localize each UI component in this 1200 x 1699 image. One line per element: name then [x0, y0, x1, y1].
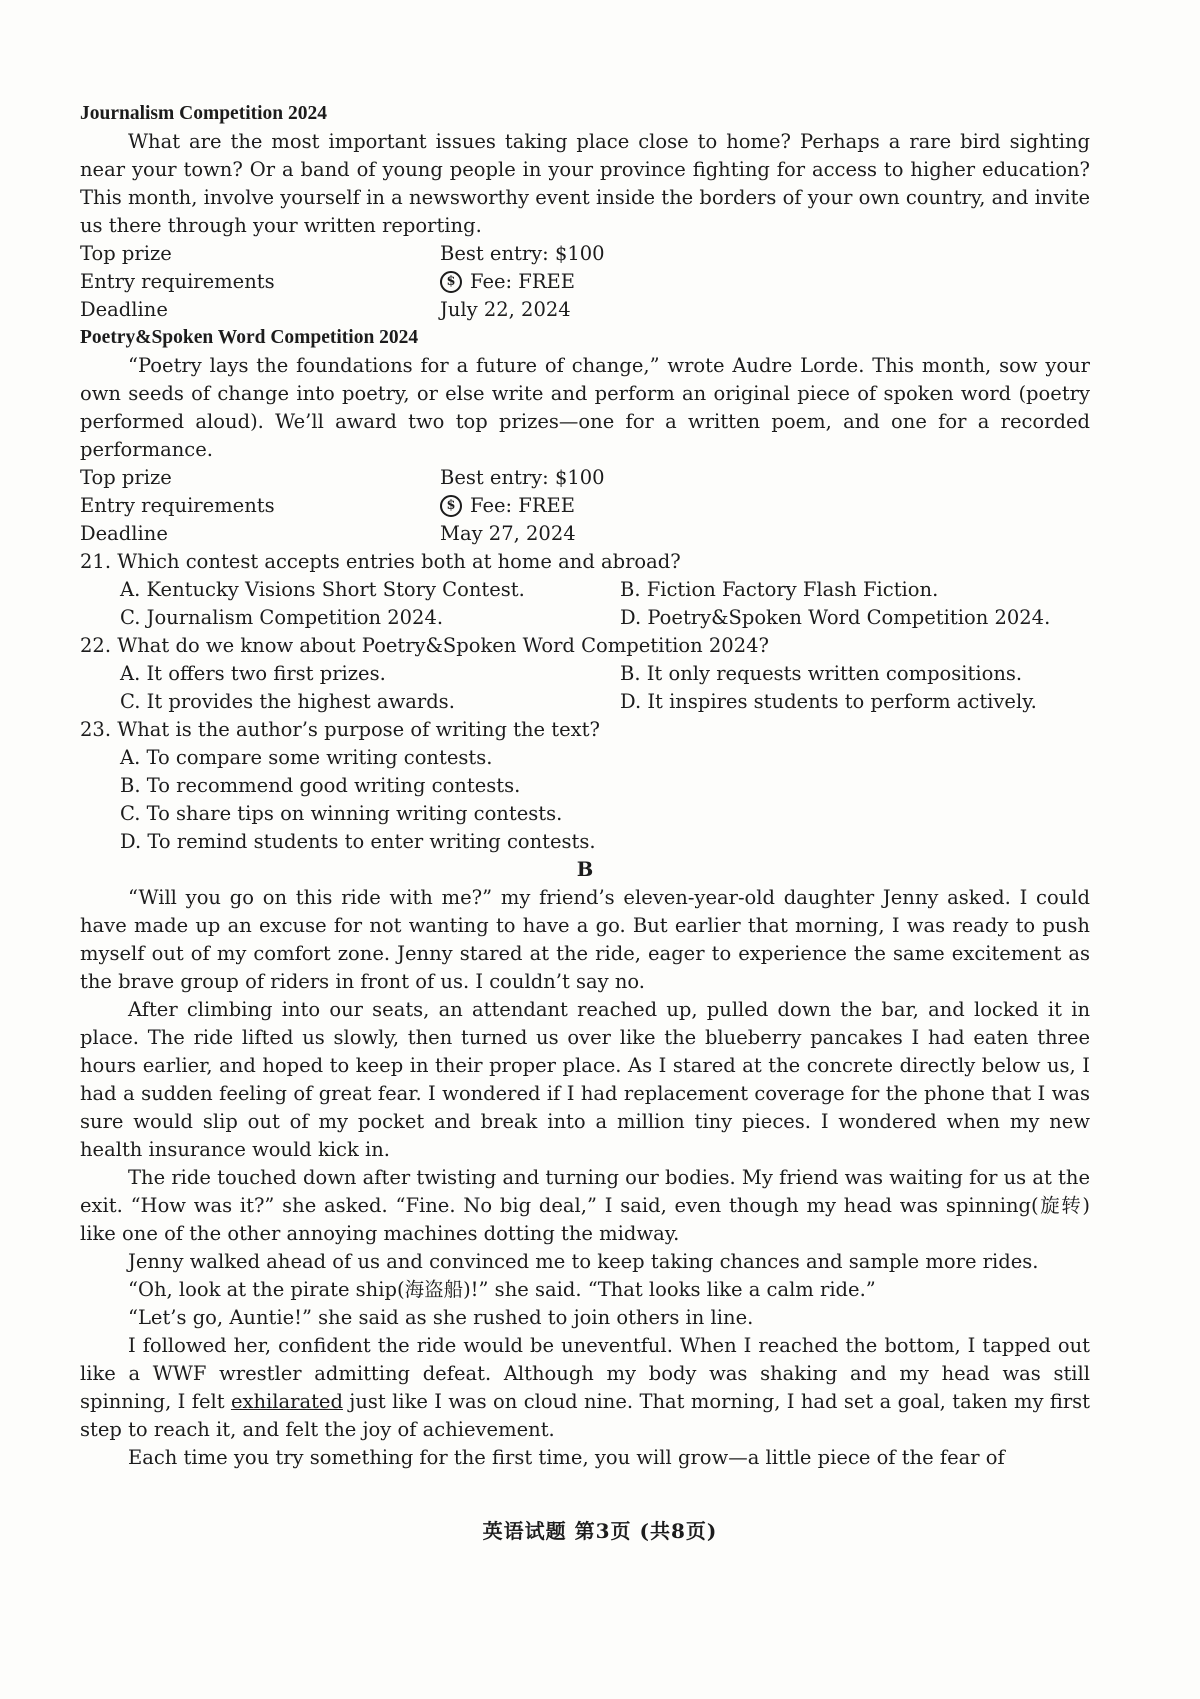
- info-value: Best entry: $100: [440, 466, 605, 489]
- option-a: A. Kentucky Visions Short Story Contest.: [120, 578, 525, 601]
- info-key: Entry requirements: [80, 270, 275, 293]
- question-stem: 21. Which contest accepts entries both at home and abroad?: [80, 550, 681, 573]
- info-value: July 22, 2024: [440, 298, 571, 321]
- info-key: Deadline: [80, 298, 168, 321]
- passage-b: [80, 856, 1090, 1472]
- info-value: Fee: FREE: [470, 494, 575, 517]
- paragraph: After climbing into our seats, an attendant reached up, pulled down the bar, and locked it in place. The ride lifted us slowly, then turned us over like the blueberry pancakes I had eaten three hours earlier, and hoped to keep in their proper place. As I stared at the concrete directly below us, I had a sudden feeling of great fear. I wondered if I had replacement coverage for the phone that I was sure would slip out of my pocket and break into a million tiny pieces. I wondered when my new health insurance would kick in.: [80, 998, 1090, 1161]
- paragraph: “Let’s go, Auntie!” she said as she rushed to join others in line.: [128, 1306, 754, 1329]
- info-key: Top prize: [80, 466, 172, 489]
- journalism-title: Journalism Competition 2024: [80, 103, 328, 124]
- info-value: Fee: FREE: [470, 270, 575, 293]
- option-d: D. Poetry&Spoken Word Competition 2024.: [620, 606, 1051, 629]
- question-options: [80, 576, 1090, 632]
- text-run: I followed her, confident the ride would be uneventful. When I reached the bottom, I tapped out like a WWF wrestler admitting defeat. Although my body was shaking and my head was still spinning, I felt: [80, 1334, 1090, 1413]
- info-key: Entry requirements: [80, 494, 275, 517]
- paragraph: The ride touched down after twisting and turning our bodies. My friend was waiting for us at the exit. “How was it?” she asked. “Fine. No big deal,” I said, even though my head was spinning(旋转) like one of the other annoying machines dotting the midway.: [80, 1166, 1090, 1245]
- option-c: C. Journalism Competition 2024.: [120, 606, 444, 629]
- info-value-wrap: [440, 268, 575, 296]
- poetry-section: [80, 324, 1090, 548]
- info-row: [80, 464, 1090, 492]
- option-b: B. Fiction Factory Flash Fiction.: [620, 578, 939, 601]
- section-label: B: [576, 858, 594, 881]
- info-value: Best entry: $100: [440, 242, 605, 265]
- option-c: C. To share tips on winning writing contests.: [120, 802, 563, 825]
- underlined-word: exhilarated: [230, 1390, 343, 1413]
- money-bag-icon: $: [440, 495, 462, 517]
- option-b: B. To recommend good writing contests.: [120, 774, 521, 797]
- paragraph: “Will you go on this ride with me?” my friend’s eleven-year-old daughter Jenny asked. I could have made up an excuse for not wanting to have a go. But earlier that morning, I was ready to push myself out of my comfort zone. Jenny stared at the ride, eager to experience the same excitement as the brave group of riders in front of us. I couldn’t say no.: [80, 886, 1090, 993]
- info-row: [80, 240, 1090, 268]
- option-a: A. It offers two first prizes.: [120, 662, 386, 685]
- info-row: [80, 520, 1090, 548]
- option-a: A. To compare some writing contests.: [120, 746, 493, 769]
- info-row: [80, 296, 1090, 324]
- option-c: C. It provides the highest awards.: [120, 690, 455, 713]
- question-options: [80, 660, 1090, 716]
- paragraph: Jenny walked ahead of us and convinced me to keep taking chances and sample more rides.: [128, 1250, 1039, 1273]
- question-stem: 22. What do we know about Poetry&Spoken Word Competition 2024?: [80, 634, 769, 657]
- option-d: D. It inspires students to perform actively.: [620, 690, 1037, 713]
- paragraph: [80, 1332, 1090, 1444]
- option-d: D. To remind students to enter writing contests.: [120, 830, 596, 853]
- journalism-body: What are the most important issues taking place close to home? Perhaps a rare bird sighting near your town? Or a band of young people in your province fighting for access to higher education? This month, involve yourself in a newsworthy event inside the borders of your own country, and invite us there through your written reporting.: [80, 130, 1090, 237]
- info-row: [80, 268, 1090, 296]
- question-22: [80, 632, 1090, 716]
- paragraph: Each time you try something for the first time, you will grow—a little piece of the fear of: [128, 1446, 1005, 1469]
- question-stem: 23. What is the author’s purpose of writing the text?: [80, 718, 600, 741]
- text-run: just like I was on cloud nine. That morning, I had set a goal, taken my first step to reach it, and felt the joy of achievement.: [80, 1390, 1091, 1441]
- info-row: [80, 492, 1090, 520]
- page-footer: 英语试题 第3页 (共8页): [482, 1519, 718, 1543]
- info-value-wrap: [440, 492, 575, 520]
- poetry-title: Poetry&Spoken Word Competition 2024: [80, 327, 419, 348]
- money-bag-icon: $: [440, 271, 462, 293]
- option-b: B. It only requests written compositions.: [620, 662, 1023, 685]
- question-options: [80, 744, 1090, 856]
- info-key: Top prize: [80, 242, 172, 265]
- info-key: Deadline: [80, 522, 168, 545]
- question-21: [80, 548, 1090, 632]
- paragraph: “Oh, look at the pirate ship(海盗船)!” she said. “That looks like a calm ride.”: [128, 1278, 876, 1301]
- journalism-section: [80, 100, 1090, 324]
- info-value: May 27, 2024: [440, 522, 576, 545]
- poetry-body: “Poetry lays the foundations for a future of change,” wrote Audre Lorde. This month, sow your own seeds of change into poetry, or else write and perform an original piece of spoken word (poetry performed aloud). We’ll award two top prizes—one for a written poem, and one for a recorded performance.: [80, 354, 1090, 461]
- question-23: [80, 716, 1090, 856]
